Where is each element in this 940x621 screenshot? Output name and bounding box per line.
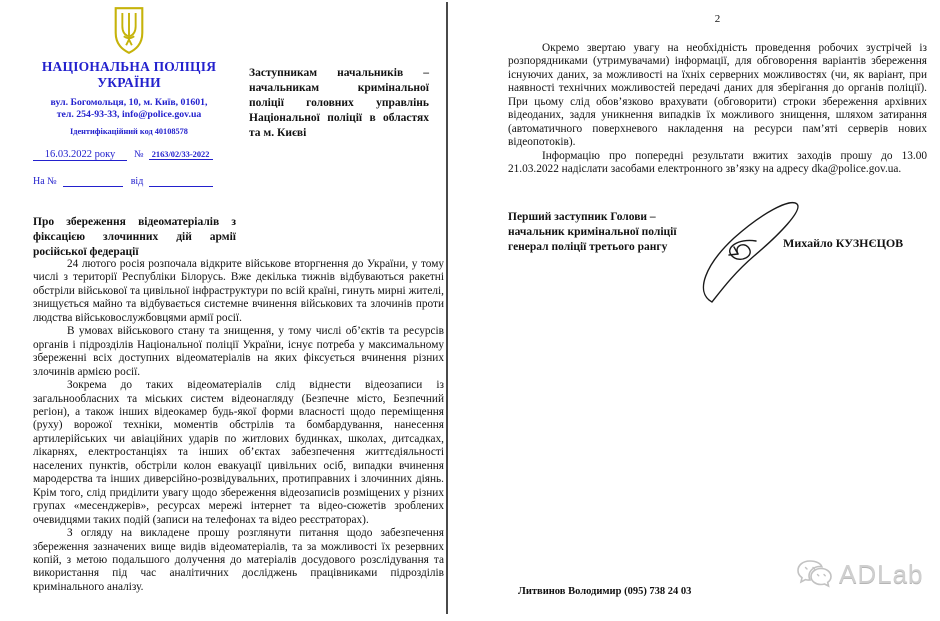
handwritten-signature (686, 196, 804, 308)
org-name: НАЦІОНАЛЬНА ПОЛІЦІЯ УКРАЇНИ (41, 59, 217, 90)
subject-line: Про збереження відеоматеріалів з фіксацією злочинних дій армії російської федерації (33, 216, 236, 258)
org-id-code: Ідентифікаційний код 40108578 (70, 127, 188, 136)
signature-title: Перший заступник Голови – начальник кримінальної поліції генерал поліції третього рангу (508, 211, 677, 253)
reply-label: На № (33, 176, 57, 187)
signature-name: Михайло КУЗНЄЦОВ (783, 236, 904, 250)
from-label: від (130, 176, 144, 187)
reply-date-blank (149, 175, 213, 187)
page-number: 2 (714, 13, 721, 25)
reply-reference-row (33, 175, 233, 187)
body-paragraph: Інформацію про попередні результати вжитих заходів прошу до 13.00 21.03.2022 надіслати засобами електронного зв’язку на адресу dka@police.gov.ua. (508, 149, 927, 176)
body-paragraph: З огляду на викладене прошу розглянути питання щодо забезпечення збереження зазначених вище видів відеоматеріалів, та за можливості їх резервних копій, з метою подальшого долучення до матеріалів досудового розслідування та використання під час аналітичних досліджень працівниками підрозділів кримінального аналізу. (33, 527, 444, 593)
addressee-block: Заступникам начальників – начальникам кримінальної поліції головних управлінь Національної поліції в областях та м. Києві (249, 67, 429, 139)
org-address: вул. Богомольця, 10, м. Київ, 01601, тел. 254-93-33, info@police.gov.ua (50, 97, 208, 120)
page1-body (33, 258, 444, 594)
number-sign: № (134, 149, 144, 160)
doc-number: 2163/02/33-2022 (149, 150, 213, 160)
ukraine-trident-emblem (110, 6, 148, 56)
body-paragraph: Зокрема до таких відеоматеріалів слід віднести відеозаписи із загальнообласних та міських систем відеонагляду (Безпечне місто, Безпечний регіон), а також інших відеокамер будь-якої форми власності щодо переміщення (руху) ворожої техніки, моментів обстрілів та бомбардування, нанесення артилерійських чи авіаційних ударів по житлових будинках, школах, дитсадках, лікарнях, електростанціях та інших об’єктах забезпечення життєдіяльності населених пунктів, обстріли колон евакуації цивільних осіб, випадки вчинення мародерства та інших диверсійно-розвідувальних, протиправних і злочинних діянь. Крім того, слід приділити увагу щодо збереження відеозаписів розміщених у різних групах «месенджерів», ресурсах мережі інтернет та відео-сюжетів зроблених очевидцями таких подій (записи на телефонах та відео реєстраторах). (33, 379, 444, 526)
letterhead (33, 6, 225, 136)
watermark-text: ADLab (839, 558, 924, 589)
page2-body (508, 42, 927, 177)
reply-number-blank (63, 175, 123, 187)
body-paragraph: Окремо звертаю увагу на необхідність проведення робочих зустрічей із розпорядниками (утримувачами) інформації, для обговорення варіантів збереження існуючих даних, за можливості на їхніх серверних можливостях (чи, як варіант, при наявності технічних можливостей передачі даних для зберігання до органів поліції). При цьому слід обов’язково врахувати (обговорити) строки збереження архівних відеоданих, задля уникнення випадків їх можливого знищення, шляхом затирання (автоматичного поверхневого накладення на ресурси пам’яті серверів нових відеопотоків). (508, 42, 927, 149)
body-paragraph: В умовах військового стану та знищення, у тому числі об’єктів та ресурсів органів і підрозділів Національної поліції України, існує потреба у максимальному збереженні всіх доступних відеоматеріалів на яких фіксується вчинення різних злочинів армією росії. (33, 325, 444, 378)
adlab-watermark (796, 558, 924, 590)
chat-bubbles-icon (796, 558, 834, 590)
page-divider (446, 2, 448, 614)
body-paragraph: 24 лютого росія розпочала відкрите військове вторгнення до України, у тому числі з території Республіки Білорусь. Вже декілька тижнів відбуваються ракетні обстріли військової та цивільної інфраструктури по всій країні, гинуть мирні жителі, знищується майно та відбувається системне вчинення військових та злочинів проти людства військовослужбовцями армії росії. (33, 258, 444, 324)
executor-contact: Литвинов Володимир (095) 738 24 03 (518, 586, 692, 597)
doc-date-number-row (33, 149, 233, 161)
doc-date: 16.03.2022 року (33, 149, 127, 161)
